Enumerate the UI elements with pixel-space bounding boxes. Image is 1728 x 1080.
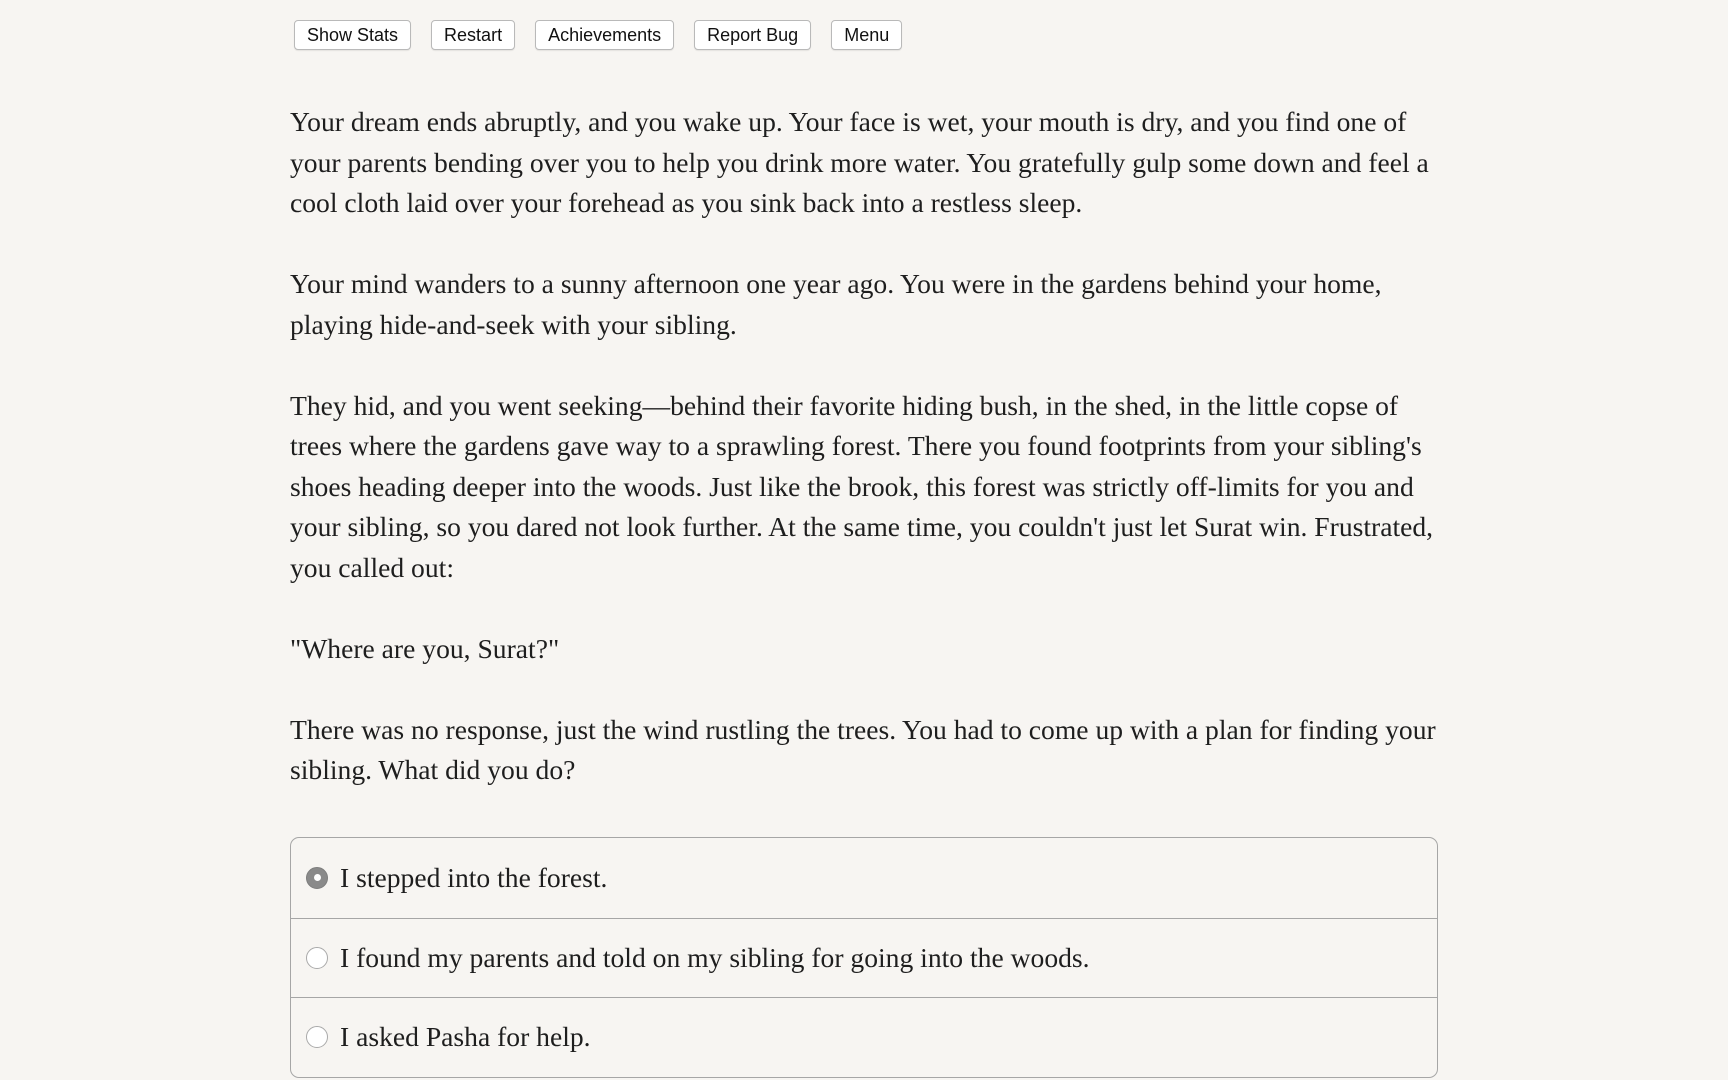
story-paragraph-3: They hid, and you went seeking—behind their favorite hiding bush, in the shed, in the little copse of trees where the gardens gave way to a sprawling forest. There you found footprints from your sibling's shoes heading deeper into the woods. Just like the brook, this forest was strictly off-limits for you and your sibling, so you dared not look further. At the same time, you couldn't just let Surat win. Frustrated, you called out: bbox=[290, 389, 1434, 583]
story-paragraph-1: Your dream ends abruptly, and you wake up. Your face is wet, your mouth is dry, and you find one of your parents bending over you to help you drink more water. You gratefully gulp some down and feel a cool cloth laid over your forehead as you sink back into a restless sleep. bbox=[290, 106, 1429, 218]
game-page bbox=[290, 20, 1438, 1078]
radio-selected-icon[interactable] bbox=[306, 867, 328, 889]
report-bug-button[interactable]: Report Bug bbox=[694, 20, 811, 50]
menu-button[interactable]: Menu bbox=[831, 20, 902, 50]
choice-option-3[interactable] bbox=[291, 997, 1437, 1077]
show-stats-button[interactable]: Show Stats bbox=[294, 20, 411, 50]
radio-unselected-icon[interactable] bbox=[306, 947, 328, 969]
story-paragraph-2: Your mind wanders to a sunny afternoon one year ago. You were in the gardens behind your home, playing hide-and-seek with your sibling. bbox=[290, 268, 1382, 340]
radio-unselected-icon[interactable] bbox=[306, 1026, 328, 1048]
choice-option-1[interactable] bbox=[291, 838, 1437, 918]
story-text bbox=[290, 102, 1438, 791]
story-paragraph-5: There was no response, just the wind rustling the trees. You had to come up with a plan for finding your sibling. What did you do? bbox=[290, 713, 1436, 785]
choice-label: I stepped into the forest. bbox=[340, 861, 608, 893]
achievements-button[interactable]: Achievements bbox=[535, 20, 674, 50]
choice-label: I asked Pasha for help. bbox=[340, 1021, 591, 1053]
choice-label: I found my parents and told on my sibling for going into the woods. bbox=[340, 941, 1090, 973]
top-toolbar bbox=[294, 20, 1438, 50]
restart-button[interactable]: Restart bbox=[431, 20, 515, 50]
story-paragraph-4: "Where are you, Surat?" bbox=[290, 632, 560, 664]
choice-option-2[interactable] bbox=[291, 918, 1437, 998]
choice-list bbox=[290, 837, 1438, 1078]
